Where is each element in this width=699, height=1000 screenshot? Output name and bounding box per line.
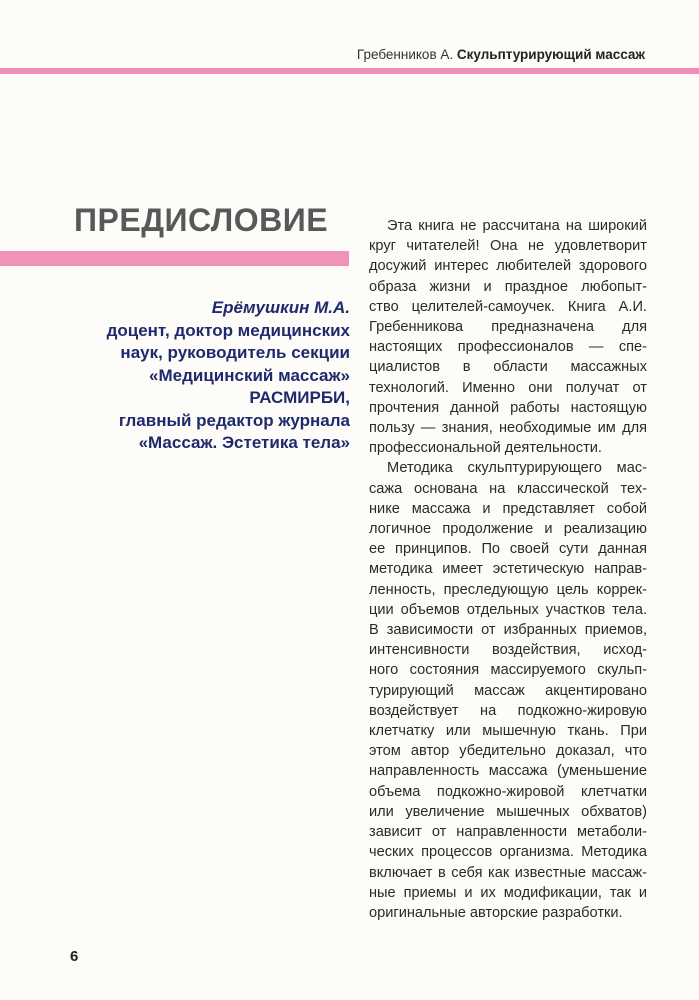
- page-number: 6: [70, 948, 79, 965]
- body-line: технологий. Именно они получат от: [369, 379, 647, 396]
- section-title: ПРЕДИСЛОВИЕ: [74, 202, 329, 238]
- body-line: Методика скульптурирующего мас-: [387, 460, 647, 477]
- body-line: ческих процессов организма. Методика: [369, 844, 647, 861]
- author-line: наук, руководитель секции: [120, 343, 350, 362]
- body-line: этом автор убедительно доказал, что: [369, 743, 647, 760]
- body-line: ее принципов. По своей сути данная: [369, 541, 647, 558]
- author-block: [70, 297, 350, 455]
- body-line: досужий интерес любителей здорового: [369, 258, 647, 275]
- body-line: ство целителей-самоучек. Книга А.И.: [369, 298, 647, 315]
- body-line: Гребенникова предназначена для: [369, 319, 647, 336]
- body-line: образа жизни и праздное любопыт-: [369, 278, 647, 295]
- author-line: «Массаж. Эстетика тела»: [138, 433, 350, 452]
- body-line: методика имеет эстетическую направ-: [369, 561, 647, 578]
- body-line: ленность, преследующую цель коррек-: [369, 581, 647, 598]
- body-text: [369, 216, 647, 923]
- body-line: круг читателей! Она не удовлетворит: [369, 238, 647, 255]
- body-line: интенсивности воздействия, исход-: [369, 642, 647, 659]
- author-line: РАСМИРБИ,: [249, 388, 350, 407]
- author-line: главный редактор журнала: [118, 410, 350, 430]
- body-line: В зависимости от избранных приемов,: [369, 622, 647, 639]
- body-line: ного состояния массируемого скульп-: [369, 662, 647, 679]
- body-line: направленность массажа (уменьшение: [369, 763, 647, 780]
- body-line: прочтения данной работы настоящую: [369, 399, 647, 416]
- body-line: оригинальные авторские разработки.: [369, 904, 623, 921]
- body-line: нике массажа и представляет собой: [369, 500, 647, 517]
- header-author: Гребенников А.: [356, 47, 457, 62]
- body-line: зависит от направленности метаболи-: [369, 824, 647, 841]
- body-line: или увеличение мышечных обхватов): [369, 803, 647, 820]
- body-line: включает в себя как известные массаж-: [369, 864, 647, 881]
- body-line: циалистов в области массажных: [369, 359, 647, 376]
- body-line: профессиональной деятельности.: [369, 440, 602, 457]
- body-line: логичное продолжение и реализацию: [369, 521, 647, 538]
- body-line: воздействует на подкожно-жировую: [369, 702, 647, 719]
- running-header: [357, 47, 645, 62]
- header-divider: [0, 68, 699, 74]
- author-line: доцент, доктор медицинских: [106, 320, 350, 340]
- body-line: сажа основана на классической тех-: [369, 480, 647, 497]
- body-line: Эта книга не рассчитана на широкий: [387, 218, 647, 234]
- body-line: объема подкожно-жировой клетчатки: [369, 783, 647, 800]
- title-underline-bar: [0, 251, 349, 266]
- author-name: Ерёмушкин М.А.: [211, 298, 350, 317]
- body-line: ции объемов отдельных участков тела.: [369, 601, 647, 618]
- body-line: клетчатку или мышечную ткань. При: [369, 723, 647, 740]
- body-line: пользу — знания, необходимые им для: [369, 420, 647, 437]
- author-line: «Медицинский массаж»: [149, 365, 350, 385]
- body-line: турирующий массаж акцентировано: [369, 682, 647, 699]
- body-line: ные приемы и их модификации, так и: [369, 884, 647, 901]
- header-book-title: Скульптурирующий массаж: [456, 47, 645, 62]
- body-line: настоящих профессионалов — спе-: [369, 339, 647, 356]
